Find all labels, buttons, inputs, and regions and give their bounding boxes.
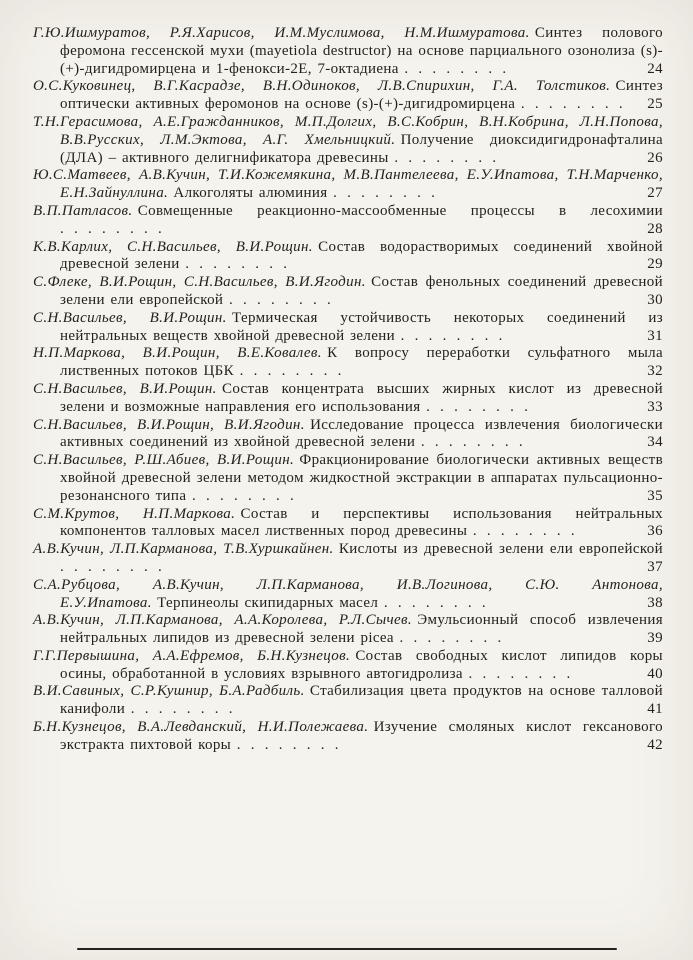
entry-authors: С.Флеке, В.И.Рощин, С.Н.Васильев, В.И.Ягодин. (33, 274, 366, 291)
entry-page-number: 38 (647, 594, 663, 611)
entry-authors: К.В.Карлих, С.Н.Васильев, В.И.Рощин. (33, 238, 313, 255)
entry-page-number: 30 (647, 291, 663, 308)
entry-page-number: 37 (647, 558, 663, 575)
leader-dots: . . . . . . . . (333, 185, 438, 202)
entry-title: Состав концентрата высших жирных кислот из древесной зелени и возможные направления его использования (60, 380, 663, 415)
toc-entry (33, 167, 663, 203)
leader-dots: . . . . . . . . (400, 327, 505, 344)
entry-authors: В.И.Савиных, С.Р.Кушнир, Б.А.Радбиль. (33, 683, 305, 700)
entry-title: К вопросу переработки сульфатного мыла лиственных потоков ЦБК (60, 345, 663, 380)
entry-title: Состав и перспективы использования нейтральных компонентов талловых масел лиственных пород древесины (60, 505, 664, 540)
entry-title: Синтез оптически активных феромонов на основе (s)-(+)-дигидромирцена (60, 78, 663, 113)
leader-dots: . . . . . . . . (426, 398, 531, 415)
toc-entry (33, 274, 663, 310)
leader-dots: . . . . . . . . (383, 594, 489, 611)
toc-entry (33, 612, 663, 648)
entry-authors: С.А.Рубцова, А.В.Кучин, Л.П.Карманова, И.В.Логинова, С.Ю. Антонова, Е.У.Ипатова. (33, 576, 663, 611)
toc-entry (33, 203, 663, 239)
leader-dots: . . . . . . . . (468, 665, 573, 682)
toc-entry (33, 239, 663, 275)
entry-authors: С.Н.Васильев, Р.Ш.Абиев, В.И.Рощин. (33, 452, 295, 469)
entry-authors: С.Н.Васильев, В.И.Рощин, В.И.Ягодин. (33, 416, 305, 433)
entry-page-number: 41 (647, 701, 663, 718)
entry-title: Изучение смоляных кислот гексанового экстракта пихтовой коры (60, 719, 664, 753)
toc-entry (33, 310, 663, 346)
leader-dots: . . . . . . . . (394, 149, 499, 166)
entry-authors: Ю.С.Матвеев, А.В.Кучин, Т.И.Кожемякина, М.В.Пантелеева, Е.У.Ипатова, Т.Н.Марченко, Е.Н.Зайнуллина. (33, 167, 663, 202)
toc-entry (33, 381, 663, 417)
toc-entry (33, 541, 663, 577)
entry-authors: Н.П.Маркова, В.И.Рощин, В.Е.Ковалев. (33, 345, 322, 362)
entry-authors: А.В.Кучин, Л.П.Карманова, А.А.Королева, Р.Л.Сычев. (33, 612, 412, 629)
entry-title: Кислоты из древесной зелени ели европейской (338, 541, 663, 558)
entry-page-number: 32 (647, 363, 663, 380)
toc-list (33, 25, 663, 755)
entry-page-number: 31 (647, 327, 663, 344)
leader-dots: . . . . . . . . (520, 96, 626, 113)
leader-dots: . . . . . . . . (60, 220, 165, 237)
entry-title: Получение диоксидигидронафталина (ДЛА) – активного делигнификатора древесины (60, 131, 663, 166)
entry-page-number: 24 (647, 60, 663, 77)
entry-authors: А.В.Кучин, Л.П.Карманова, Т.В.Хуршкайнен. (33, 541, 334, 558)
entry-title: Исследование процесса извлечения биологически активных соединений из хвойной древесной зелени (60, 416, 663, 451)
entry-title: Состав свободных кислот липидов коры осины, обработанной в условиях взрывного автогидролиза (60, 647, 663, 682)
entry-page-number: 28 (647, 220, 663, 237)
leader-dots: . . . . . . . . (239, 363, 344, 380)
toc-entry (33, 78, 663, 114)
entry-page-number: 39 (647, 630, 663, 647)
leader-dots: . . . . . . . . (185, 256, 290, 273)
entry-title: Совмещенные реакционно-массообменные процессы в лесохимии (137, 202, 663, 219)
leader-dots: . . . . . . . . (404, 60, 509, 77)
entry-title: Терпинеолы скипидарных масел (157, 594, 379, 611)
leader-dots: . . . . . . . . (191, 487, 297, 504)
toc-entry (33, 345, 663, 381)
leader-dots: . . . . . . . . (236, 736, 341, 753)
toc-entry (33, 577, 663, 613)
toc-entry (33, 719, 663, 755)
entry-authors: С.Н.Васильев, В.И.Рощин. (33, 309, 227, 326)
entry-authors: В.П.Патласов. (33, 202, 133, 219)
toc-entry (33, 417, 663, 453)
leader-dots: . . . . . . . . (472, 523, 578, 540)
leader-dots: . . . . . . . . (130, 701, 235, 718)
entry-authors: С.М.Крутов, Н.П.Маркова. (33, 505, 236, 522)
leader-dots: . . . . . . . . (60, 558, 165, 575)
entry-title: Синтез полового феромона гессенской мухи (mayetiola destructor) на основе парциального озонолиза (s)-(+)-дигидромирцена и 1-фенокси-2Е, 7-октадиена (60, 25, 663, 77)
entry-authors: Б.Н.Кузнецов, В.А.Левданский, Н.И.Полежаева. (33, 719, 369, 736)
toc-entry (33, 25, 663, 78)
entry-page-number: 34 (647, 434, 663, 451)
entry-authors: О.С.Куковинец, В.Г.Касрадзе, В.Н.Одиноков, Л.В.Спирихин, Г.А. Толстиков. (33, 78, 611, 95)
entry-page-number: 27 (647, 185, 663, 202)
entry-authors: Т.Н.Герасимова, А.Е.Гражданников, М.П.Долгих, В.С.Кобрин, В.Н.Кобрина, Л.Н.Попова, В.В.Русских, Л.М.Эктова, А.Г. Хмельницкий. (33, 113, 663, 148)
entry-page-number: 25 (647, 96, 663, 113)
toc-entry (33, 506, 663, 542)
entry-authors: Г.Г.Первышина, А.А.Ефремов, Б.Н.Кузнецов. (33, 647, 351, 664)
leader-dots: . . . . . . . . (228, 291, 334, 308)
toc-entry (33, 648, 663, 684)
entry-title: Состав фенольных соединений древесной зелени ели европейской (60, 274, 663, 308)
entry-title: Эмульсионный способ извлечения нейтральных липидов из древесной зелени picea (60, 612, 663, 647)
entry-title: Состав водорастворимых соединений хвойной древесной зелени (60, 238, 664, 273)
scan-artifact-line (77, 948, 617, 950)
entry-page-number: 35 (647, 487, 663, 504)
entry-title: Алкоголяты алюминия (173, 185, 328, 202)
entry-page-number: 33 (647, 398, 663, 415)
leader-dots: . . . . . . . . (420, 434, 526, 451)
entry-page-number: 42 (647, 736, 663, 753)
toc-entry (33, 683, 663, 719)
leader-dots: . . . . . . . . (399, 630, 504, 647)
entry-title: Термическая устойчивость некоторых соединений из нейтральных веществ хвойной древесной зелени (60, 309, 663, 344)
entry-page-number: 40 (647, 665, 663, 682)
entry-page-number: 26 (647, 149, 663, 166)
entry-title: Стабилизация цвета продуктов на основе талловой канифоли (60, 683, 663, 718)
entry-page-number: 29 (647, 256, 663, 273)
entry-page-number: 36 (647, 523, 663, 540)
entry-title: Фракционирование биологически активных веществ хвойной древесной зелени методом жидкостной экстракции в аппаратах пульсационно-резонансного типа (60, 452, 663, 504)
toc-entry (33, 114, 663, 167)
entry-authors: Г.Ю.Ишмуратов, Р.Я.Харисов, И.М.Муслимова, Н.М.Ишмуратова. (33, 25, 530, 41)
entry-authors: С.Н.Васильев, В.И.Рощин. (33, 380, 217, 397)
toc-entry (33, 452, 663, 505)
